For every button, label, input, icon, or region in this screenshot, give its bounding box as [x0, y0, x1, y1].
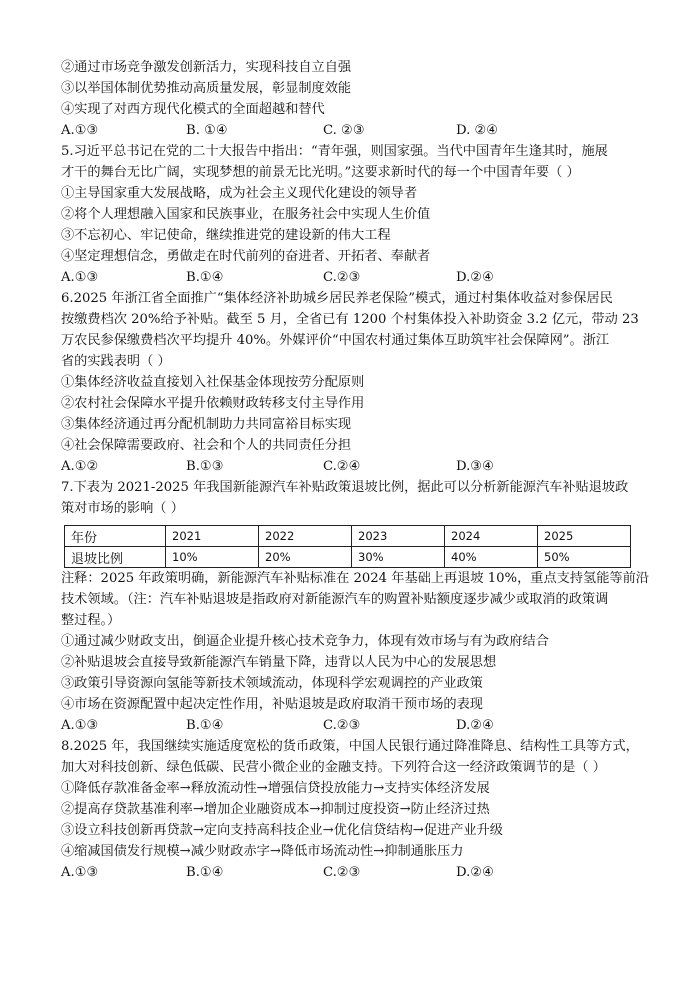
q8-stem-line-1: 8.2025 年，我国继续实施适度宽松的货币政策，中国人民银行通过降准降息、结构性工具等方式， — [61, 739, 639, 754]
q8-item-1: ①降低存款准备金率→释放流动性→增强信贷投放能力→支持实体经济发展 — [61, 781, 490, 796]
q5-stem-line-1: 5.习近平总书记在党的二十大报告中指出：“青年强，则国家强。当代中国青年生逢其时，施展 — [61, 144, 608, 159]
q8-stem-line-2: 加大对科技创新、绿色低碳、民营小微企业的金融支持。下列符合这一经济政策调节的是（ ） — [61, 760, 606, 775]
option-c: C.②③ — [323, 270, 361, 285]
q7-item-1: ①通过减少财政支出，倒逼企业提升核心技术竞争力，体现有效市场与有为政府结合 — [61, 634, 549, 649]
option-a: A.①③ — [61, 865, 99, 880]
q6-stem-line-4: 省的实践表明（ ） — [61, 354, 171, 369]
q8-item-2: ②提高存贷款基准利率→增加企业融资成本→抑制过度投资→防止经济过热 — [61, 802, 490, 817]
q7-item-3: ③政策引导资源向氢能等新技术领域流动，体现科学宏观调控的产业政策 — [61, 676, 483, 691]
option-a: A.①③ — [61, 270, 99, 285]
option-c: C. ②③ — [323, 123, 365, 138]
q7-note-line-2: 技术领域。（注：汽车补贴退坡是指政府对新能源汽车的购置补贴额度逐步减少或取消的政策调 — [61, 592, 609, 607]
option-d: D. ②④ — [456, 123, 499, 138]
q5-item-2: ②将个人理想融入国家和民族事业，在服务社会中实现人生价值 — [61, 207, 431, 222]
table-cell: 30% — [352, 547, 445, 568]
option-b: B.①④ — [186, 270, 224, 285]
subsidy-table — [64, 525, 631, 568]
table-cell: 50% — [538, 547, 631, 568]
table-cell: 2023 — [352, 526, 445, 547]
option-c: C.②③ — [323, 865, 361, 880]
option-a: A.①③ — [61, 123, 99, 138]
table-row — [65, 547, 631, 568]
prev-item-4: ④实现了对西方现代化模式的全面超越和替代 — [61, 102, 325, 117]
q6-item-4: ④社会保障需要政府、社会和个人的共同责任分担 — [61, 438, 352, 453]
option-a: A.①② — [61, 459, 99, 474]
prev-item-3: ③以举国体制优势推动高质量发展，彰显制度效能 — [61, 81, 352, 96]
q5-stem-line-2: 才干的舞台无比广阔，实现梦想的前景无比光明。”这要求新时代的每一个中国青年要（ ） — [61, 165, 580, 180]
q8-item-3: ③设立科技创新再贷款→定向支持高科技企业→优化信贷结构→促进产业升级 — [61, 823, 503, 838]
q6-stem-line-3: 万农民参保缴费档次平均提升 40%。外媒评价“中国农村通过集体互助筑牢社会保障网”。浙江 — [61, 333, 610, 348]
option-c: C.②③ — [323, 718, 361, 733]
option-b: B.①④ — [186, 865, 224, 880]
q6-stem-line-1: 6.2025 年浙江省全面推广“集体经济补助城乡居民养老保险”模式，通过村集体收益对参保居民 — [61, 291, 613, 306]
q6-item-1: ①集体经济收益直接划入社保基金体现按劳分配原则 — [61, 375, 365, 390]
option-b: B.①③ — [186, 459, 224, 474]
table-cell: 10% — [166, 547, 259, 568]
table-cell: 2025 — [538, 526, 631, 547]
q7-stem-line-2: 策对市场的影响（ ） — [61, 501, 184, 516]
option-b: B. ①④ — [186, 123, 228, 138]
table-cell: 年份 — [65, 526, 166, 547]
table-cell: 20% — [259, 547, 352, 568]
q7-note-line-3: 整过程。） — [61, 613, 121, 628]
q6-item-2: ②农村社会保障水平提升依赖财政转移支付主导作用 — [61, 396, 365, 411]
q6-item-3: ③集体经济通过再分配机制助力共同富裕目标实现 — [61, 417, 352, 432]
q5-item-4: ④坚定理想信念，勇做走在时代前列的奋进者、开拓者、奉献者 — [61, 249, 431, 264]
option-c: C.②④ — [323, 459, 361, 474]
q6-stem-line-2: 按缴费档次 20%给予补贴。截至 5 月，全省已有 1200 个村集体投入补助资金 3.2 亿元，带动 23 — [61, 312, 639, 327]
table-row — [65, 526, 631, 547]
q7-item-2: ②补贴退坡会直接导致新能源汽车销量下降，违背以人民为中心的发展思想 — [61, 655, 497, 670]
option-b: B.①④ — [186, 718, 224, 733]
q5-item-3: ③不忘初心、牢记使命，继续推进党的建设新的伟大工程 — [61, 228, 391, 243]
table-cell: 40% — [445, 547, 538, 568]
option-d: D.②④ — [456, 865, 494, 880]
q7-item-4: ④市场在资源配置中起决定性作用，补贴退坡是政府取消干预市场的表现 — [61, 697, 483, 712]
q5-item-1: ①主导国家重大发展战略，成为社会主义现代化建设的领导者 — [61, 186, 418, 201]
table-cell: 2022 — [259, 526, 352, 547]
option-d: D.②④ — [456, 718, 494, 733]
option-a: A.①③ — [61, 718, 99, 733]
q7-note-line-1: 注释：2025 年政策明确，新能源汽车补贴标准在 2024 年基础上再退坡 10%，重点支持氢能等前沿 — [61, 571, 649, 586]
table-cell: 2021 — [166, 526, 259, 547]
table-cell: 退坡比例 — [65, 547, 166, 568]
option-d: D.③④ — [456, 459, 494, 474]
option-d: D.②④ — [456, 270, 494, 285]
prev-item-2: ②通过市场竞争激发创新活力，实现科技自立自强 — [61, 60, 352, 75]
q8-item-4: ④缩减国债发行规模→减少财政赤字→降低市场流动性→抑制通胀压力 — [61, 844, 464, 859]
q7-stem-line-1: 7.下表为 2021-2025 年我国新能源汽车补贴政策退坡比例，据此可以分析新能源汽车补贴退坡政 — [61, 480, 629, 495]
table-cell: 2024 — [445, 526, 538, 547]
